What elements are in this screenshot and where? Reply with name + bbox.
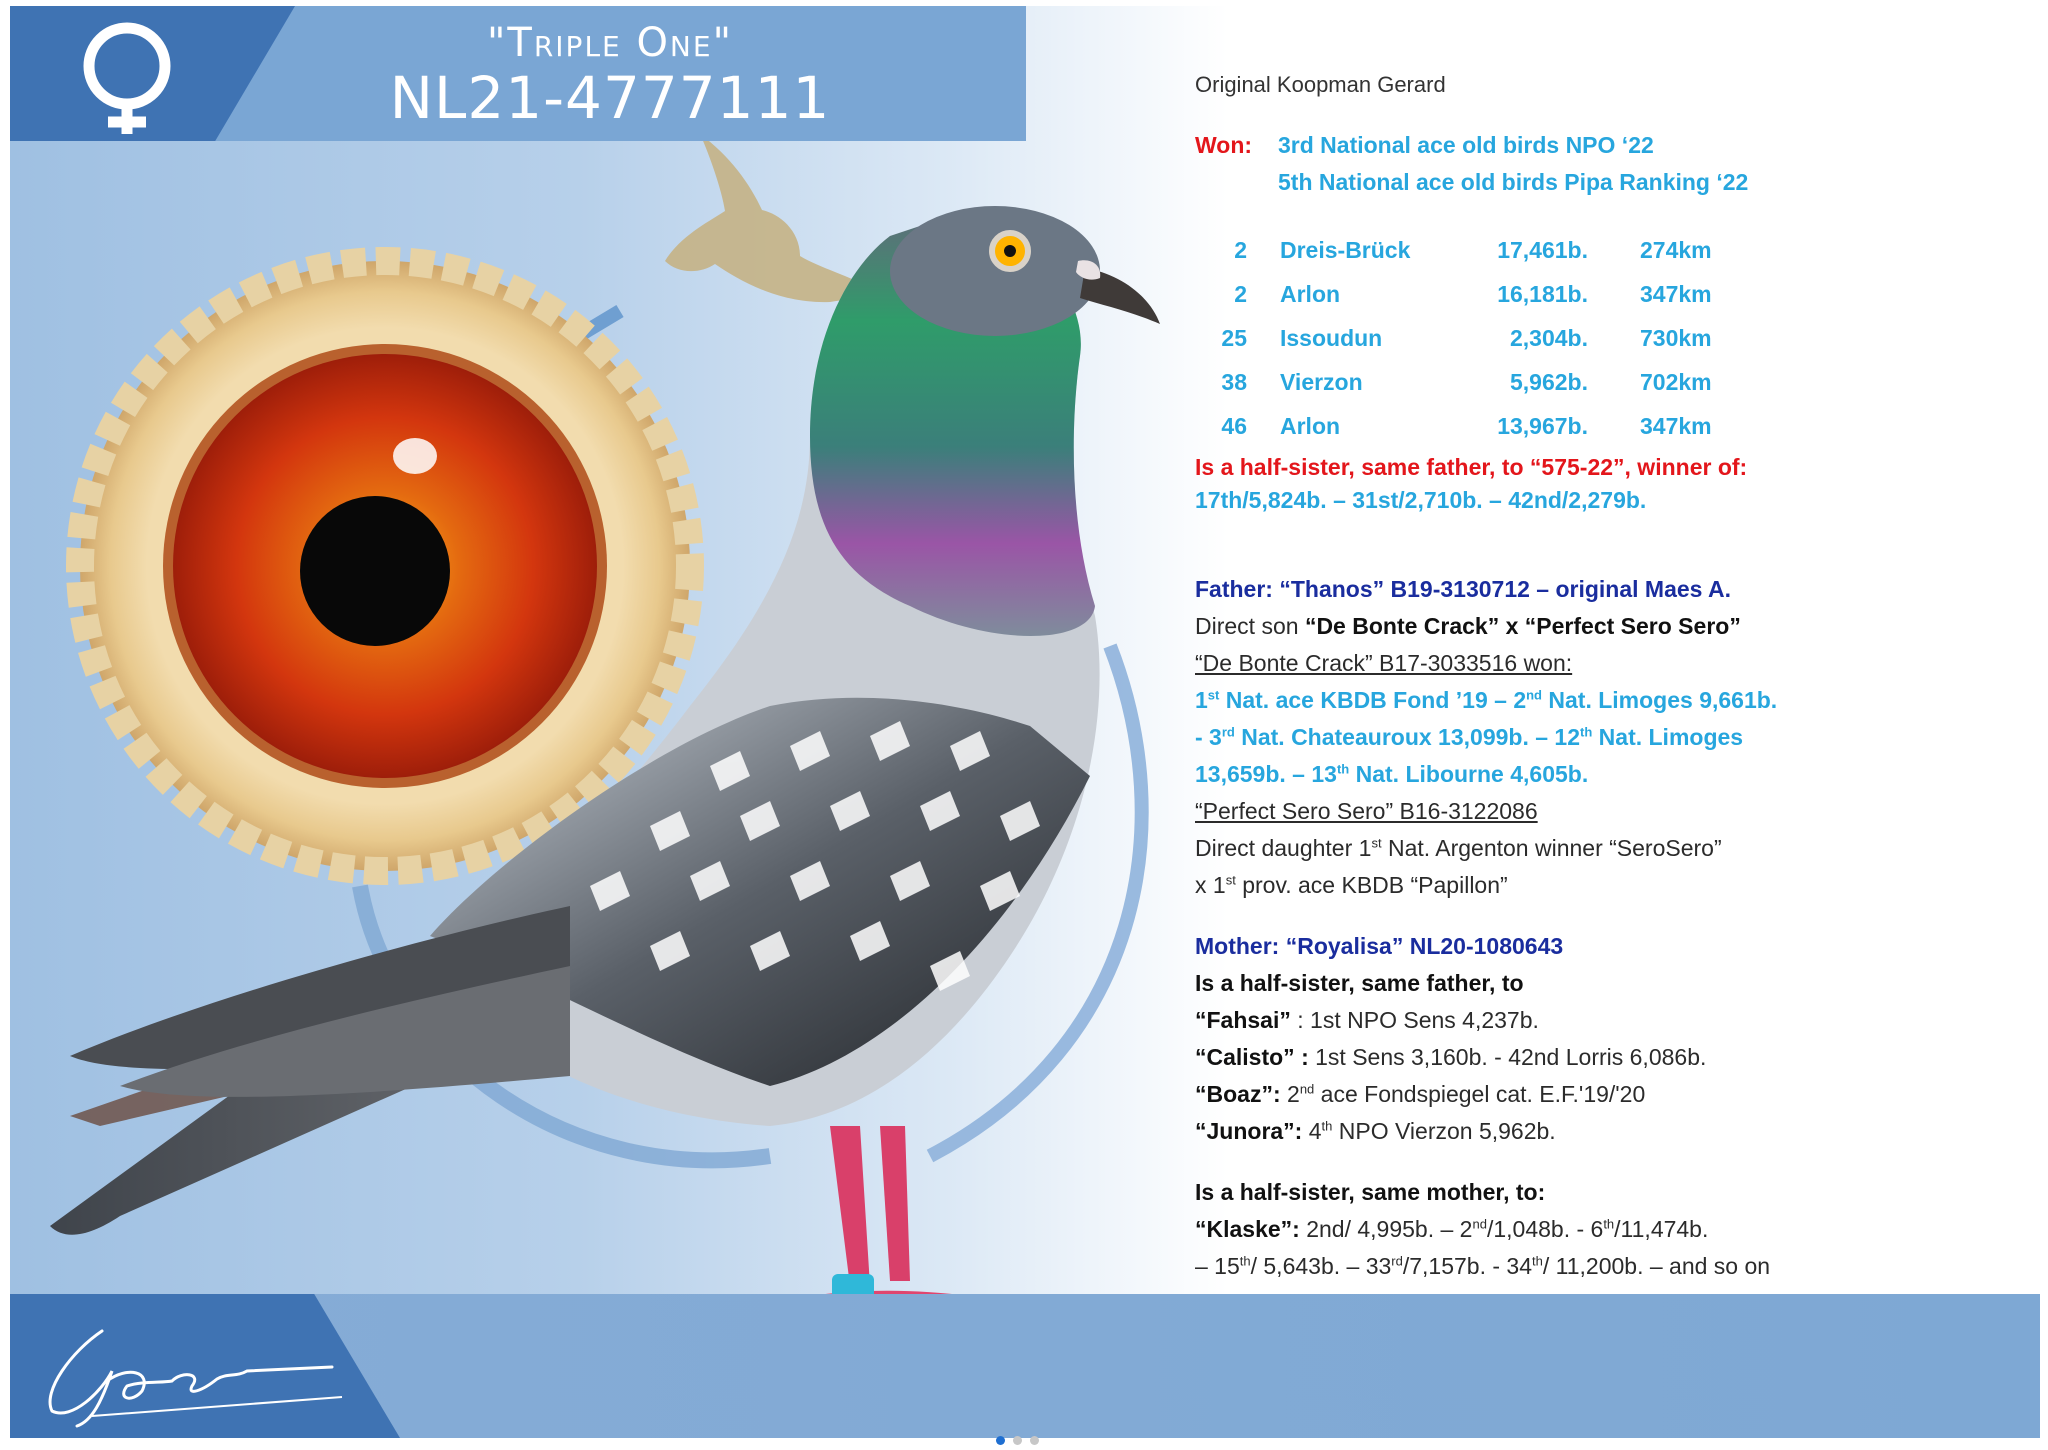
result-race: Arlon (1280, 280, 1341, 307)
ring-number: NL21-4777111 (389, 64, 831, 132)
perfect-sero-line-2: x 1st prov. ace KBDB “Papillon” (1195, 872, 1508, 898)
result-distance: 347km (1640, 412, 1712, 439)
half-sister-results: 17th/5,824b. – 31st/2,710b. – 42nd/2,279b. (1195, 487, 1647, 513)
won-line-1: 3rd National ace old birds NPO ‘22 (1278, 132, 1654, 158)
result-race: Arlon (1280, 412, 1341, 439)
half-sister-note: Is a half-sister, same father, to “575-22”, winner of: (1195, 454, 1748, 480)
mother-subheading: Is a half-sister, same father, to (1195, 970, 1524, 996)
bonte-crack-line-1: 1st Nat. ace KBDB Fond ’19 – 2nd Nat. Limoges 9,661b. (1195, 687, 1778, 713)
sibling-junora: “Junora”: 4th NPO Vierzon 5,962b. (1195, 1118, 1556, 1144)
bonte-crack-line-2: - 3rd Nat. Chateauroux 13,099b. – 12th Nat. Limoges (1195, 724, 1744, 750)
page-dot-1[interactable] (996, 1436, 1005, 1445)
result-birds: 17,461b. (1497, 236, 1588, 263)
result-place: 46 (1221, 412, 1247, 439)
bonte-crack-title: “De Bonte Crack” B17-3033516 won: (1195, 650, 1573, 676)
pigeon-illustration (10, 6, 1180, 1438)
result-birds: 16,181b. (1497, 280, 1588, 307)
female-symbol-icon (62, 18, 192, 136)
result-birds: 5,962b. (1510, 368, 1588, 395)
breeder-line: Original Koopman Gerard (1195, 72, 1446, 97)
results-table (1195, 228, 1728, 448)
sibling-klaske: “Klaske”: 2nd/ 4,995b. – 2nd/1,048b. - 6th/11,474b. (1195, 1216, 1709, 1242)
table-row (1195, 404, 1728, 448)
won-label: Won: (1195, 132, 1253, 158)
result-place: 38 (1221, 368, 1247, 395)
same-mother-heading: Is a half-sister, same mother, to: (1195, 1179, 1546, 1205)
sibling-klaske-line-2: – 15th/ 5,643b. – 33rd/7,157b. - 34th/ 11,200b. – and so on (1195, 1253, 1771, 1279)
mother-heading: Mother: “Royalisa” NL20-1080643 (1195, 933, 1564, 959)
result-birds: 13,967b. (1497, 412, 1588, 439)
perfect-sero-title: “Perfect Sero Sero” B16-3122086 (1195, 798, 1538, 824)
result-place: 2 (1234, 280, 1247, 307)
pigeon-nickname: "Triple One" (487, 20, 733, 66)
table-row (1195, 272, 1728, 316)
bonte-crack-line-3: 13,659b. – 13th Nat. Libourne 4,605b. (1195, 761, 1589, 787)
koopman-signature-logo (32, 1311, 352, 1431)
result-birds: 2,304b. (1510, 324, 1588, 351)
result-place: 25 (1221, 324, 1247, 351)
flying-bird-logo (665, 134, 875, 302)
page-dot-3[interactable] (1030, 1436, 1039, 1445)
result-place: 2 (1234, 236, 1247, 263)
result-distance: 702km (1640, 368, 1712, 395)
pedigree-card (10, 6, 2040, 1438)
result-distance: 274km (1640, 236, 1712, 263)
result-distance: 730km (1640, 324, 1712, 351)
result-race: Vierzon (1280, 368, 1363, 395)
won-line-2: 5th National ace old birds Pipa Ranking ‘22 (1278, 169, 1749, 195)
result-race: Issoudun (1280, 324, 1383, 351)
result-race: Dreis-Brück (1280, 236, 1411, 263)
sibling-boaz: “Boaz”: 2nd ace Fondspiegel cat. E.F.'19/'20 (1195, 1081, 1646, 1107)
father-direct-son: Direct son “De Bonte Crack” x “Perfect Sero Sero” (1195, 613, 1741, 639)
table-row (1195, 360, 1728, 404)
sibling-fahsai: “Fahsai” : 1st NPO Sens 4,237b. (1195, 1007, 1539, 1033)
perfect-sero-line-1: Direct daughter 1st Nat. Argenton winner “SeroSero” (1195, 835, 1722, 861)
result-distance: 347km (1640, 280, 1712, 307)
table-row (1195, 316, 1728, 360)
page-indicator[interactable] (996, 1436, 1039, 1445)
page-dot-2[interactable] (1013, 1436, 1022, 1445)
table-row (1195, 228, 1728, 272)
sibling-calisto: “Calisto” : 1st Sens 3,160b. - 42nd Lorris 6,086b. (1195, 1044, 1707, 1070)
eye-closeup (80, 261, 690, 871)
father-heading: Father: “Thanos” B19-3130712 – original Maes A. (1195, 576, 1731, 602)
